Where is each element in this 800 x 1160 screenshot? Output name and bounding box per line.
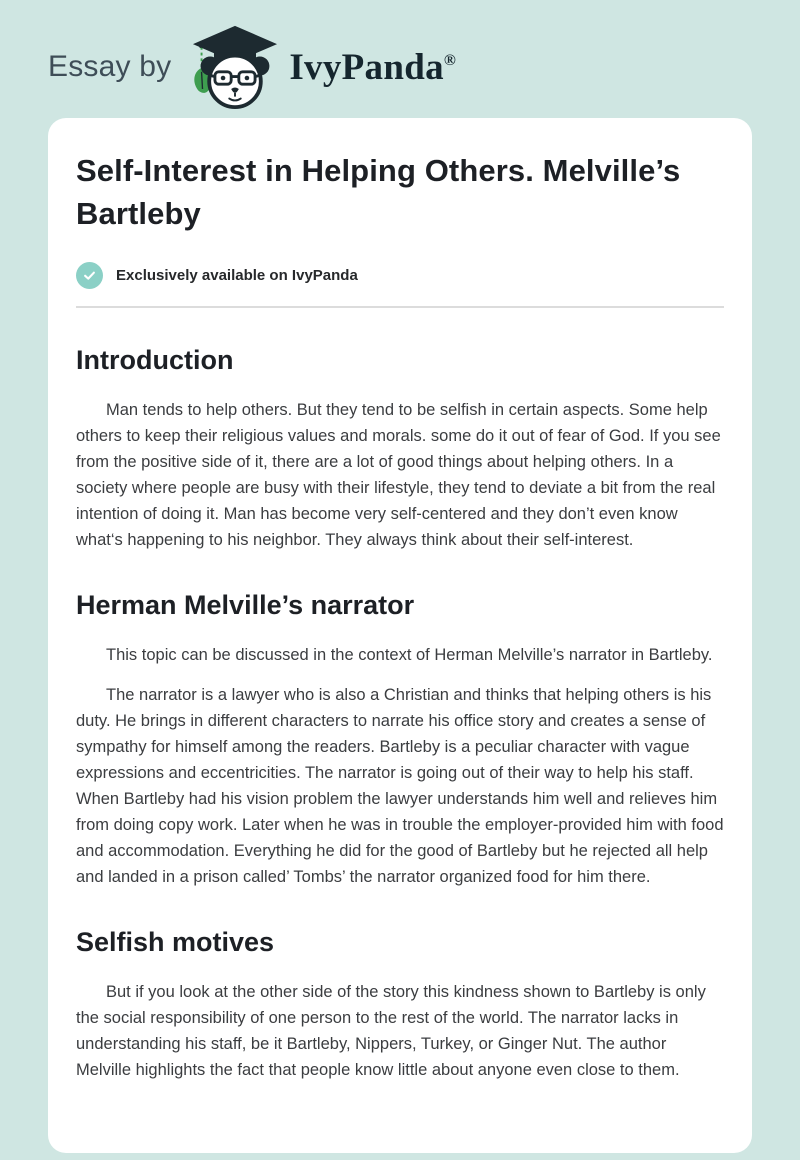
ivypanda-panda-logo-icon	[187, 24, 283, 110]
sections	[76, 345, 724, 1083]
section-heading: Selfish motives	[76, 926, 275, 957]
section-paragraphs	[76, 397, 724, 553]
exclusive-badge-label: Exclusively available on IvyPanda	[116, 266, 358, 284]
essay-section	[76, 345, 724, 553]
section-heading: Herman Melville’s narrator	[76, 589, 415, 620]
divider	[76, 306, 724, 308]
page-header	[0, 0, 800, 104]
registered-mark: ®	[443, 51, 457, 69]
check-icon	[76, 262, 103, 289]
section-heading: Introduction	[76, 344, 234, 375]
paragraph: The narrator is a lawyer who is also a Christian and thinks that helping others is his duty. He brings in different characters to narrate his office story and creates a sense of sympathy for himself among the readers. Bartleby is a peculiar character with vague expressions and eccentricities. The narrator is going out of their way to help his staff. When Bartleby had his vision problem the lawyer understands him well and relieves him from doing copy work. Later when he was in trouble the employer-provided him with food and accommodation. Everything he did for the good of Bartleby but he rejected all help and landed in a prison called’ Tombs’ the narrator organized food for him there.	[76, 685, 724, 886]
brand-wordmark: IvyPanda®	[289, 46, 457, 88]
section-paragraphs	[76, 979, 724, 1083]
essay-section	[76, 590, 724, 890]
essay-by-label: Essay by	[48, 50, 172, 83]
essay-title: Self-Interest in Helping Others. Melville’s Bartleby	[76, 153, 681, 231]
paragraph: This topic can be discussed in the context of Herman Melville’s narrator in Bartleby.	[106, 645, 713, 664]
essay-section	[76, 927, 724, 1083]
exclusive-badge	[76, 262, 724, 289]
paragraph: But if you look at the other side of the story this kindness shown to Bartleby is only the social responsibility of one person to the rest of the world. The narrator lacks in understanding his staff, be it Bartleby, Nippers, Turkey, or Ginger Nut. The author Melville highlights the fact that people know little about anyone even close to them.	[76, 982, 706, 1079]
section-paragraphs	[76, 642, 724, 890]
essay-card	[48, 118, 752, 1153]
paragraph: Man tends to help others. But they tend to be selfish in certain aspects. Some help others to keep their religious values and morals. some do it out of fear of God. If you see from the positive side of it, there are a lot of good things about helping others. In a society where people are busy with their lifestyle, they tend to deviate a bit from the real intention of doing it. Man has become very self-centered and they don’t even know what‘s happening to his neighbor. They always think about their self-interest.	[76, 400, 721, 549]
